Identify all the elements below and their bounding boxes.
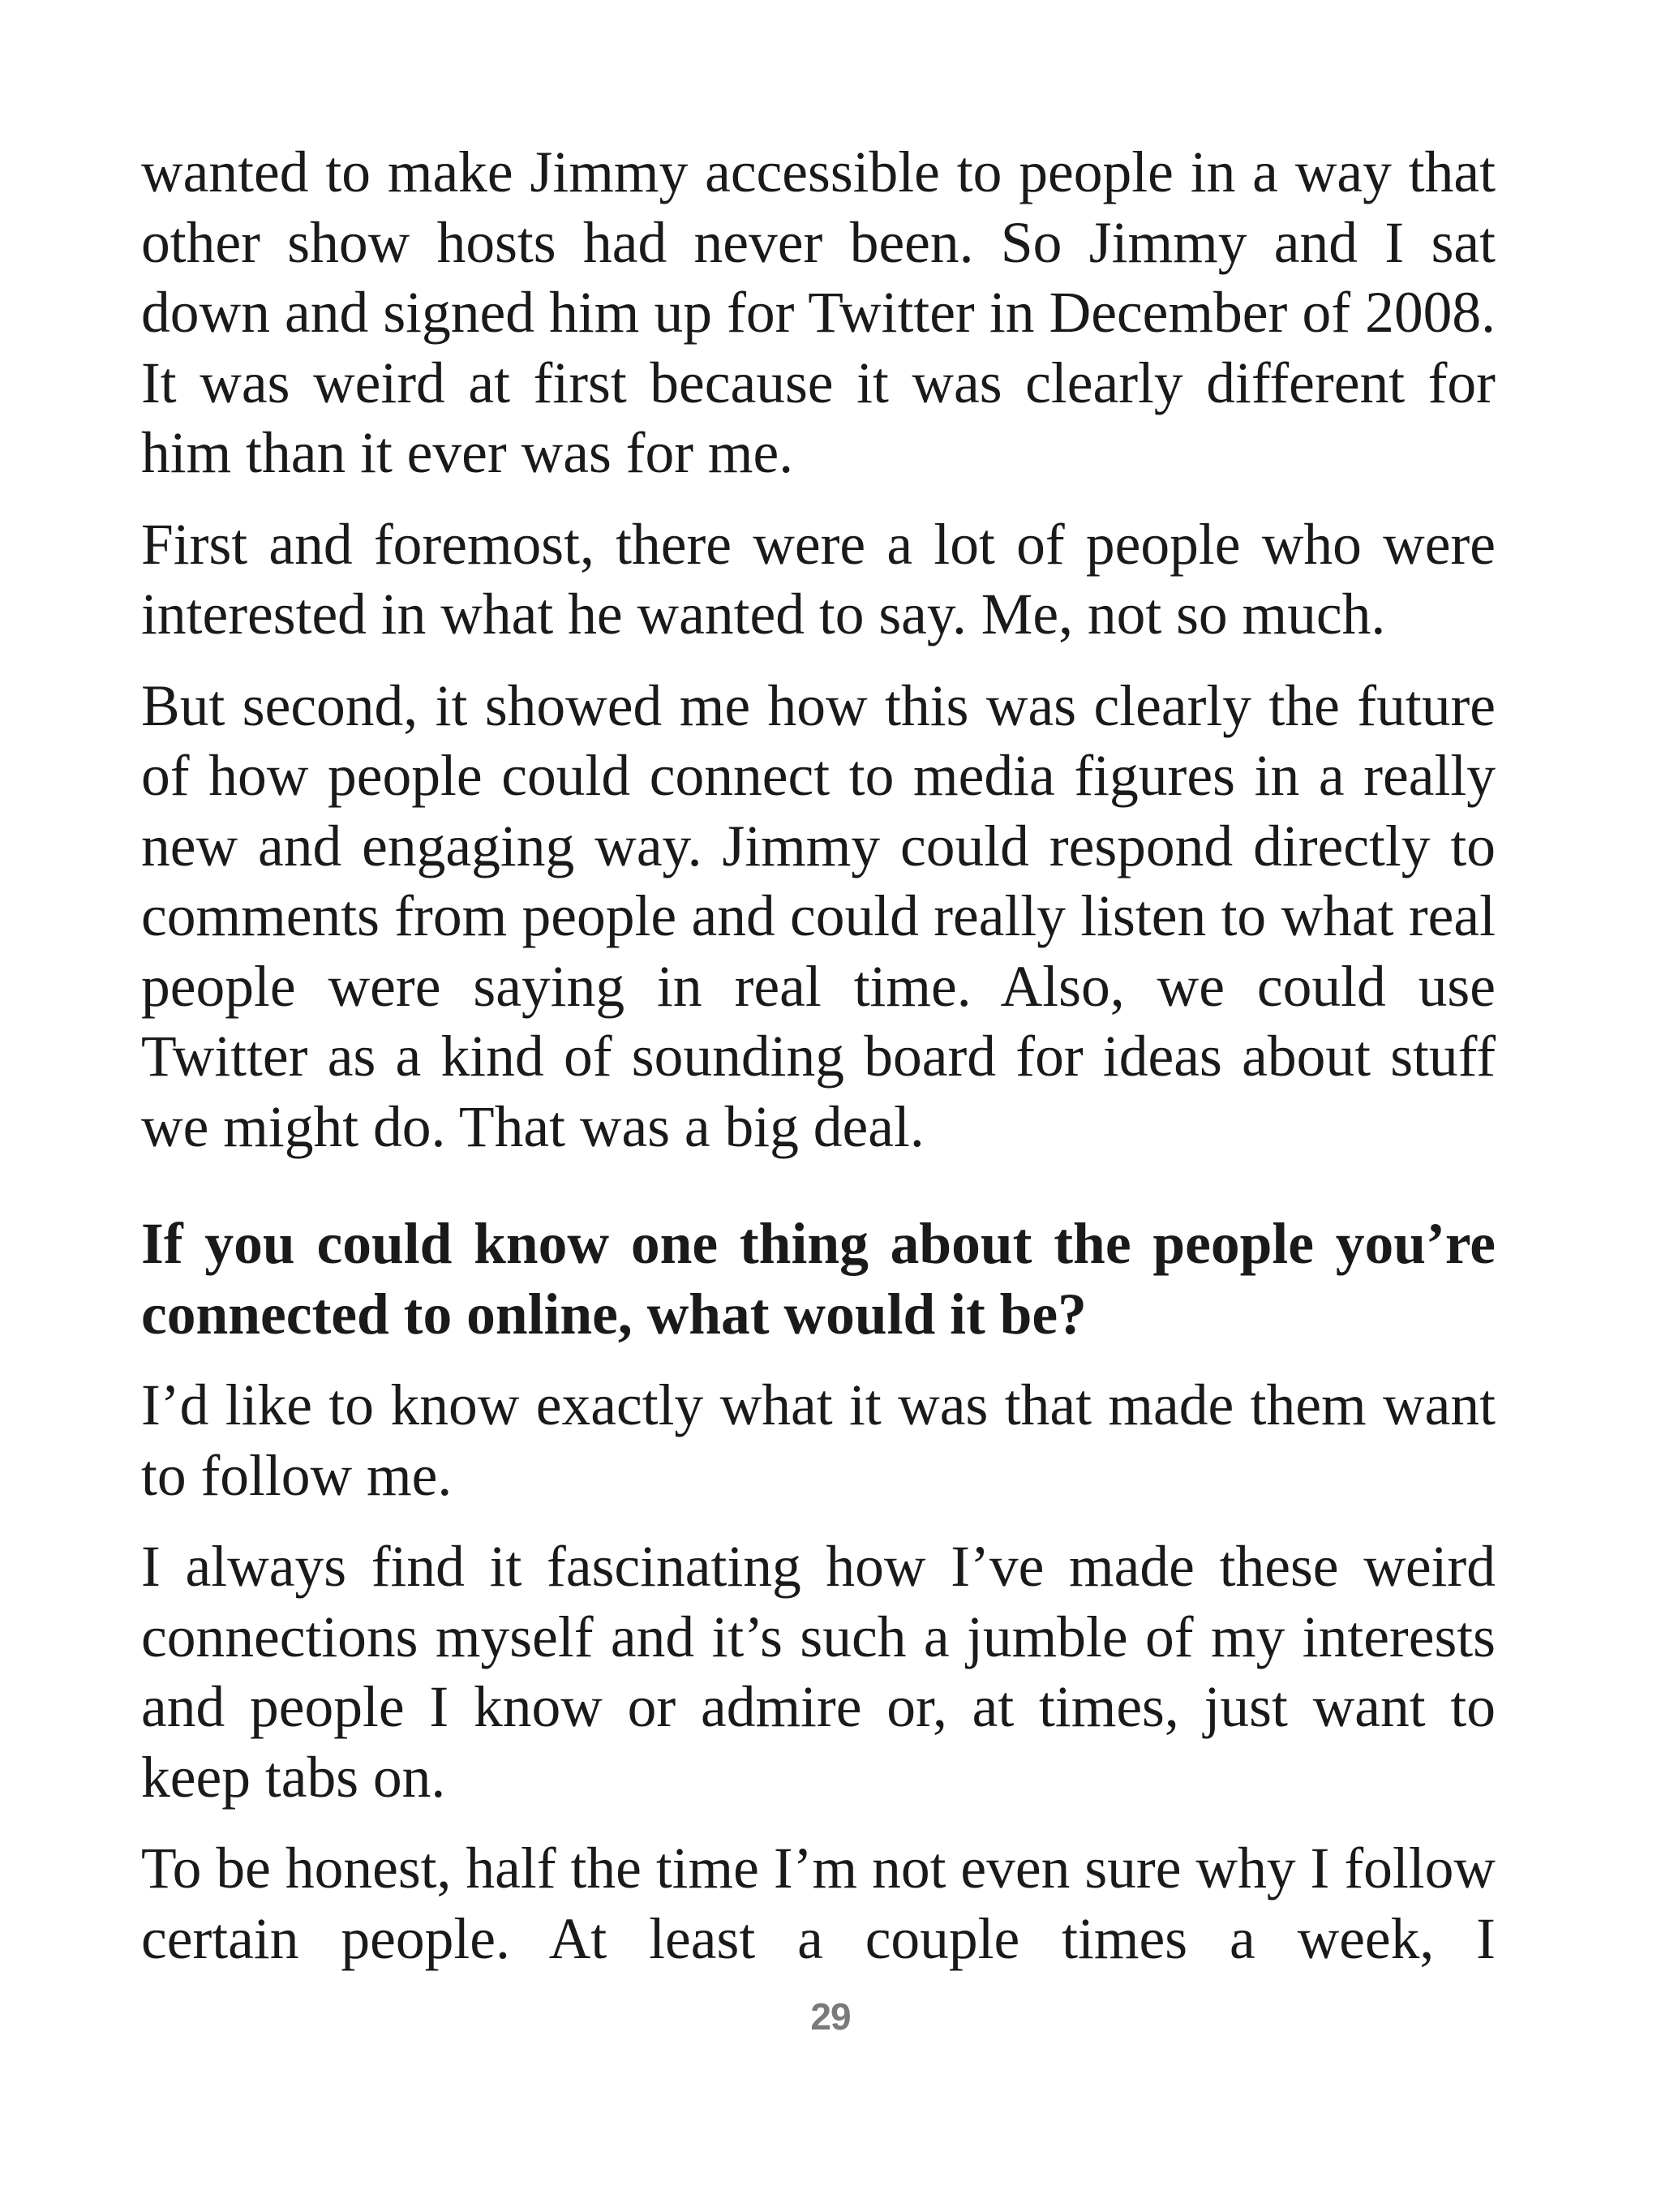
paragraph-first-and-foremost: First and foremost, there were a lot of people who were interested in what he wanted to say. Me, not so much. xyxy=(141,512,1496,646)
interview-question: If you could know one thing about the people you’re connected to online, what would it be? xyxy=(141,1212,1496,1347)
answer-paragraph-to-be-honest: To be honest, half the time I’m not even sure why I follow certain people. At least a couple times a week, I xyxy=(141,1836,1496,1971)
answer-paragraph-follow-me: I’d like to know exactly what it was that made them want to follow me. xyxy=(141,1373,1496,1508)
page-number: 29 xyxy=(810,1995,851,2038)
answer-paragraph-weird-connections: I always find it fascinating how I’ve made these weird connections myself and it’s such a jumble of my interests and people I know or admire or, at times, just want to keep tabs on. xyxy=(141,1535,1496,1810)
page-body xyxy=(141,138,1496,2044)
paragraph-twitter-signup: wanted to make Jimmy accessible to people in a way that other show hosts had never been. So Jimmy and I sat down and signed him up for Twitter in December of 2008. It was weird at first because it was clearly different for him than it ever was for me. xyxy=(141,140,1496,485)
paragraph-but-second: But second, it showed me how this was clearly the future of how people could connect to media figures in a really new and engaging way. Jimmy could respond directly to comments from people and could really listen to what real people were saying in real time. Also, we could use Twitter as a kind of sounding board for ideas about stuff we might do. That was a big deal. xyxy=(141,673,1496,1159)
